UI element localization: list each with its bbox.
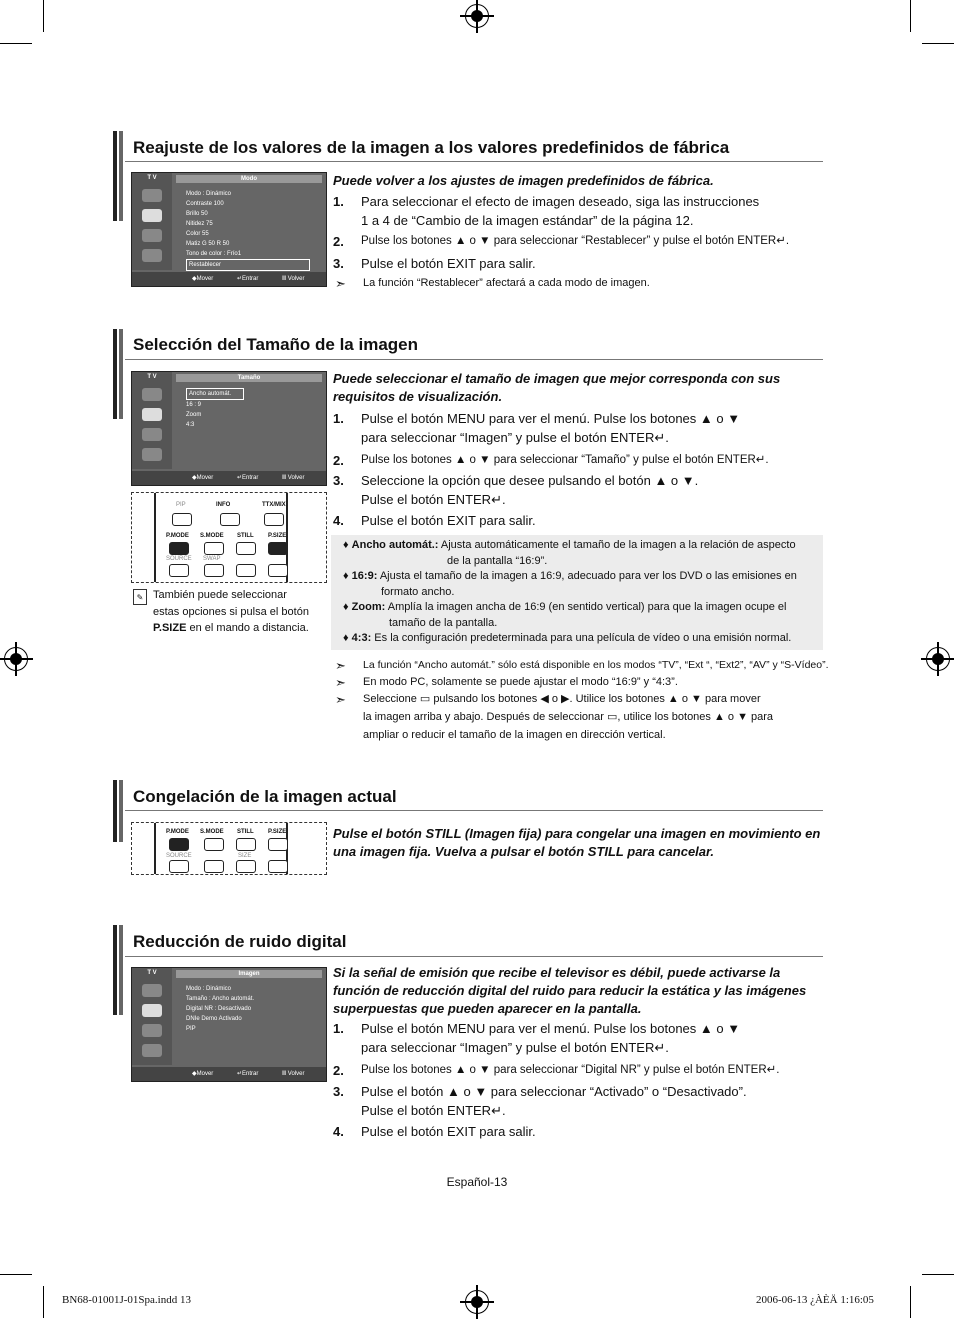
registration-mark-icon (465, 4, 489, 28)
section-title: Selección del Tamaño de la imagen (133, 335, 418, 354)
section-title: Reducción de ruido digital (133, 932, 347, 951)
registration-mark-icon (4, 647, 28, 671)
slug-right: 2006-06-13 ¿ÀÈÄ 1:16:05 (756, 1294, 874, 1306)
section-title: Congelación de la imagen actual (133, 787, 397, 806)
section-intro: Puede seleccionar el tamaño de imagen que mejor corresponda con sus requisitos de visualización. (333, 371, 781, 404)
tv-screen: T V Modo Modo : Dinámico Contraste 100 Brillo 50 Nitidez 75 Color 55 Matiz G 50 R 50 Tono de color : Frío1 Restablecer ◆Mover ↵Entrar Ⅲ Volver (131, 172, 327, 287)
psize-note: ✎ También puede seleccionar estas opciones si pulsa el botón P.SIZE en el mando a distancia. (131, 587, 325, 639)
remote-illustration: P.MODE S.MODE STILL P.SIZE SOURCE SIZE (131, 822, 327, 875)
registration-mark-icon (926, 647, 950, 671)
remote-illustration: PIP INFO TTX/MIX P.MODE S.MODE STILL P.SIZE SOURCE SWAP (131, 492, 327, 583)
section-bar (113, 925, 125, 1015)
section-intro: Pulse el botón STILL (Imagen fija) para congelar una imagen en movimiento en una imagen fija. Vuelva a pulsar el botón STILL para cancelar. (333, 826, 821, 859)
options-box: ♦ Ancho automát.: Ajusta automáticamente el tamaño de la imagen a la relación de aspecto de la pantalla “16:9”. ♦ 16:9: Ajusta el tamaño de la imagen a 16:9, adecuado para ver los DVD o las emisiones en formato ancho. ♦ Zoom: Amplía la imagen ancha de 16:9 (en sentido vertical) para que la imagen ocupe el tamaño de la pantalla. ♦ 4:3: Es la configuración predeterminada para una película de vídeo o una emisión normal. (331, 535, 823, 650)
section-intro: Si la señal de emisión que recibe el televisor es débil, puede activarse la función de reducción digital del ruido para reducir la estática y las imágenes superpuestas que pueden aparecer en la pantalla. (333, 965, 807, 1016)
registration-mark-icon (465, 1290, 489, 1314)
note-icon: ✎ (133, 589, 147, 605)
tv-screen: T V Tamaño Ancho automát. 16 : 9 Zoom 4:3 ◆Mover ↵Entrar Ⅲ Volver (131, 371, 327, 486)
screen-header: Modo (176, 175, 322, 183)
section-intro: Puede volver a los ajustes de imagen predefinidos de fábrica. (333, 173, 714, 188)
section-bar (113, 780, 125, 842)
slug-left: BN68-01001J-01Spa.indd 13 (62, 1294, 191, 1306)
page-number: Español-13 (446, 1175, 508, 1189)
tv-screen: T V Imagen Modo : Dinámico Tamaño : Ancho automát. Digital NR : Desactivado DNIe Demo Activado PIP ◆Mover ↵Entrar Ⅲ Volver (131, 967, 327, 1082)
section-bar (113, 131, 125, 221)
section-bar (113, 329, 125, 419)
section-title: Reajuste de los valores de la imagen a los valores predefinidos de fábrica (133, 138, 730, 157)
